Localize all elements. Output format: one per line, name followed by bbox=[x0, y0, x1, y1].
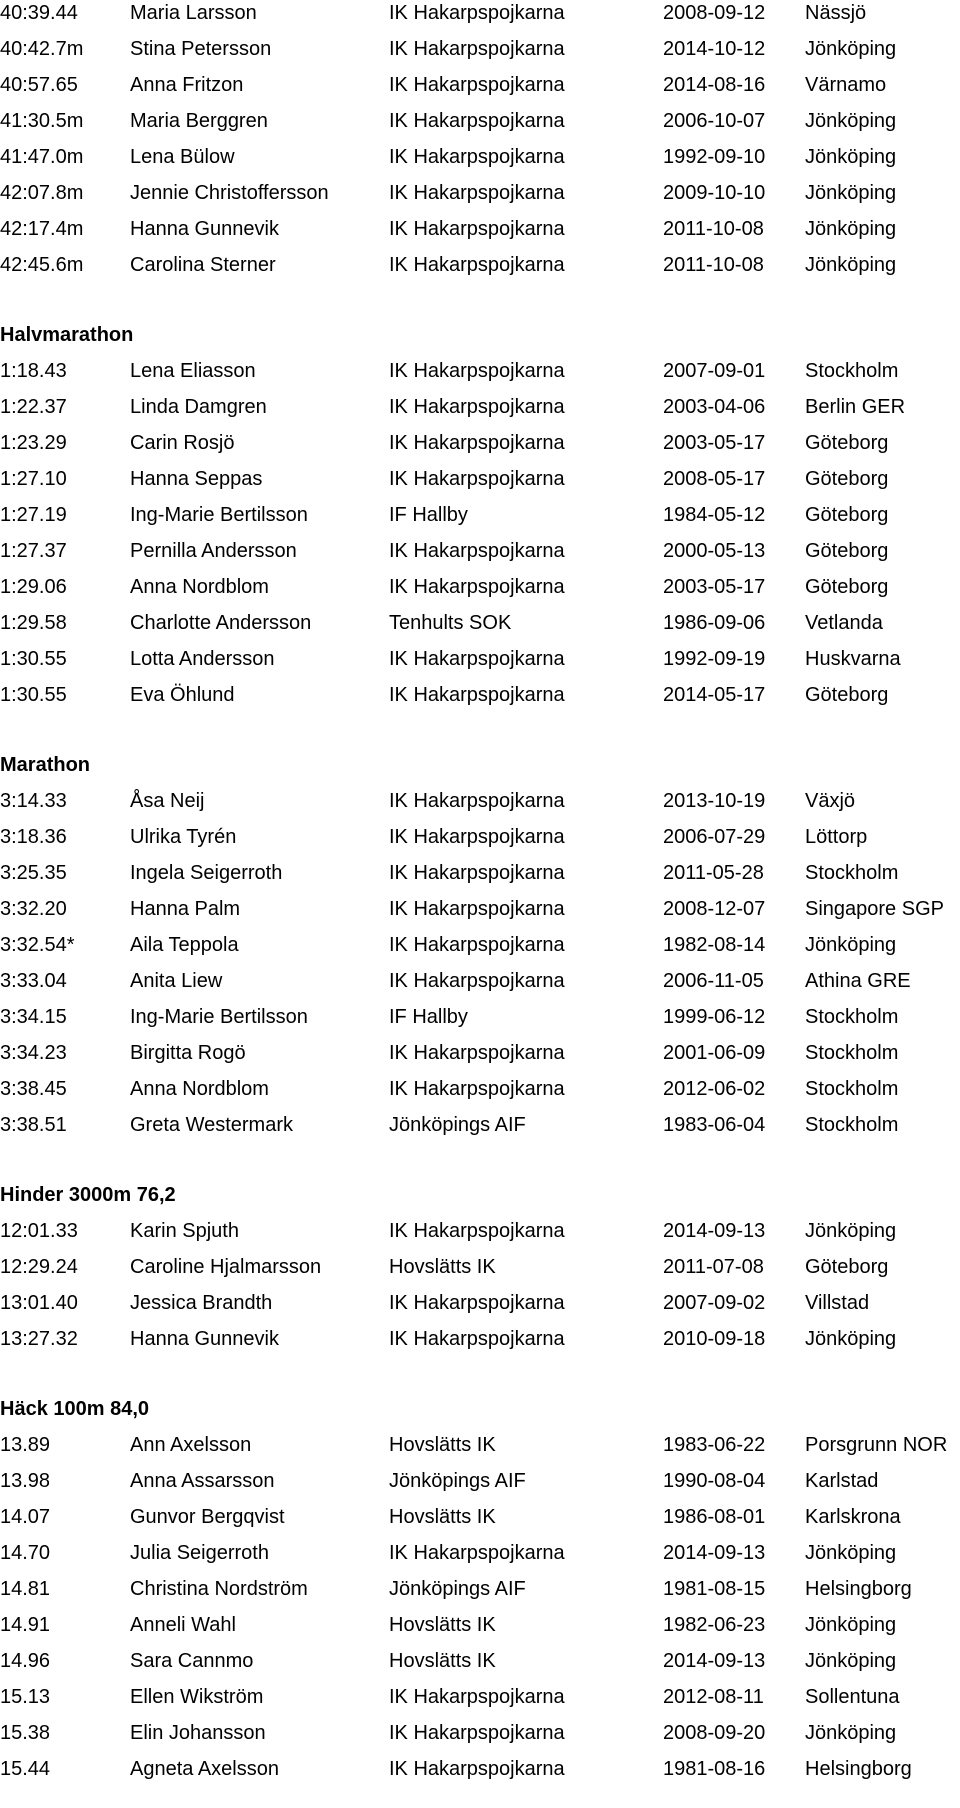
result-place: Singapore SGP bbox=[805, 898, 944, 920]
result-place: Göteborg bbox=[805, 468, 889, 490]
result-place: Athina GRE bbox=[805, 970, 911, 992]
result-time: 1:29.58 bbox=[0, 612, 67, 634]
result-date: 2011-07-08 bbox=[663, 1256, 764, 1278]
result-name: Pernilla Andersson bbox=[130, 540, 297, 562]
result-club: IK Hakarpspojkarna bbox=[389, 934, 565, 956]
result-place: Göteborg bbox=[805, 432, 889, 454]
result-date: 1986-08-01 bbox=[663, 1506, 766, 1528]
event-section bbox=[0, 0, 960, 288]
result-time: 3:14.33 bbox=[0, 790, 67, 812]
result-club: IK Hakarpspojkarna bbox=[389, 110, 565, 132]
result-row bbox=[0, 896, 960, 932]
result-time: 3:38.51 bbox=[0, 1114, 67, 1136]
result-time: 1:27.10 bbox=[0, 468, 67, 490]
result-place: Göteborg bbox=[805, 576, 889, 598]
result-name: Birgitta Rogö bbox=[130, 1042, 246, 1064]
result-place: Stockholm bbox=[805, 360, 899, 382]
result-time: 3:32.54* bbox=[0, 934, 75, 956]
result-time: 13.89 bbox=[0, 1434, 51, 1456]
result-date: 1999-06-12 bbox=[663, 1006, 766, 1028]
result-club: IK Hakarpspojkarna bbox=[389, 648, 565, 670]
result-time: 1:18.43 bbox=[0, 360, 67, 382]
result-club: IK Hakarpspojkarna bbox=[389, 898, 565, 920]
result-club: Hovslätts IK bbox=[389, 1650, 496, 1672]
result-row bbox=[0, 824, 960, 860]
result-time: 14.70 bbox=[0, 1542, 51, 1564]
result-place: Sollentuna bbox=[805, 1686, 900, 1708]
result-date: 2014-05-17 bbox=[663, 684, 766, 706]
section-heading-row bbox=[0, 1396, 960, 1432]
result-place: Stockholm bbox=[805, 1042, 899, 1064]
result-time: 15.44 bbox=[0, 1758, 51, 1780]
result-row bbox=[0, 538, 960, 574]
result-club: Jönköpings AIF bbox=[389, 1114, 526, 1136]
section-heading-row bbox=[0, 752, 960, 788]
result-name: Ann Axelsson bbox=[130, 1434, 252, 1456]
result-row bbox=[0, 1576, 960, 1612]
result-row bbox=[0, 646, 960, 682]
result-name: Christina Nordström bbox=[130, 1578, 308, 1600]
result-date: 2006-11-05 bbox=[663, 970, 764, 992]
result-date: 2003-05-17 bbox=[663, 576, 766, 598]
result-club: IK Hakarpspojkarna bbox=[389, 182, 565, 204]
result-club: IK Hakarpspojkarna bbox=[389, 1686, 565, 1708]
result-place: Göteborg bbox=[805, 684, 889, 706]
result-time: 1:27.19 bbox=[0, 504, 67, 526]
result-row bbox=[0, 1504, 960, 1540]
result-name: Ulrika Tyrén bbox=[130, 826, 237, 848]
result-date: 1986-09-06 bbox=[663, 612, 766, 634]
result-row bbox=[0, 144, 960, 180]
result-date: 2011-10-08 bbox=[663, 254, 764, 276]
result-name: Carin Rosjö bbox=[130, 432, 235, 454]
result-club: IK Hakarpspojkarna bbox=[389, 862, 565, 884]
result-date: 2001-06-09 bbox=[663, 1042, 766, 1064]
result-place: Jönköping bbox=[805, 1722, 897, 1744]
result-time: 3:18.36 bbox=[0, 826, 67, 848]
result-place: Jönköping bbox=[805, 182, 897, 204]
result-date: 2014-09-13 bbox=[663, 1542, 766, 1564]
result-name: Hanna Palm bbox=[130, 898, 241, 920]
event-section bbox=[0, 288, 960, 718]
result-name: Ellen Wikström bbox=[130, 1686, 264, 1708]
section-heading: Hinder 3000m 76,2 bbox=[0, 1184, 176, 1206]
result-place: Jönköping bbox=[805, 254, 897, 276]
result-name: Agneta Axelsson bbox=[130, 1758, 279, 1780]
result-place: Värnamo bbox=[805, 74, 887, 96]
result-date: 2003-04-06 bbox=[663, 396, 766, 418]
result-row bbox=[0, 180, 960, 216]
result-place: Stockholm bbox=[805, 862, 899, 884]
result-date: 1982-06-23 bbox=[663, 1614, 766, 1636]
result-date: 2014-10-12 bbox=[663, 38, 766, 60]
result-row bbox=[0, 430, 960, 466]
result-name: Jennie Christoffersson bbox=[130, 182, 329, 204]
result-time: 3:25.35 bbox=[0, 862, 67, 884]
result-row bbox=[0, 1468, 960, 1504]
section-spacer bbox=[0, 1362, 960, 1396]
result-row bbox=[0, 1612, 960, 1648]
result-time: 3:34.15 bbox=[0, 1006, 67, 1028]
result-place: Jönköping bbox=[805, 1542, 897, 1564]
result-time: 1:29.06 bbox=[0, 576, 67, 598]
result-place: Berlin GER bbox=[805, 396, 906, 418]
result-row bbox=[0, 1648, 960, 1684]
result-time: 1:23.29 bbox=[0, 432, 67, 454]
result-club: IK Hakarpspojkarna bbox=[389, 146, 565, 168]
result-club: IK Hakarpspojkarna bbox=[389, 970, 565, 992]
result-time: 14.91 bbox=[0, 1614, 51, 1636]
result-row bbox=[0, 682, 960, 718]
result-date: 1992-09-19 bbox=[663, 648, 766, 670]
result-club: IK Hakarpspojkarna bbox=[389, 218, 565, 240]
result-name: Caroline Hjalmarsson bbox=[130, 1256, 322, 1278]
result-date: 1981-08-16 bbox=[663, 1758, 766, 1780]
result-row bbox=[0, 1112, 960, 1148]
result-row bbox=[0, 466, 960, 502]
result-row bbox=[0, 1540, 960, 1576]
result-name: Anna Fritzon bbox=[130, 74, 244, 96]
result-club: IK Hakarpspojkarna bbox=[389, 396, 565, 418]
result-row bbox=[0, 1432, 960, 1468]
result-club: Hovslätts IK bbox=[389, 1614, 496, 1636]
result-place: Huskvarna bbox=[805, 648, 901, 670]
result-club: IK Hakarpspojkarna bbox=[389, 1078, 565, 1100]
result-date: 2008-09-20 bbox=[663, 1722, 766, 1744]
event-section bbox=[0, 1148, 960, 1362]
result-time: 40:39.44 bbox=[0, 2, 78, 24]
result-time: 40:42.7m bbox=[0, 38, 84, 60]
result-date: 2006-07-29 bbox=[663, 826, 766, 848]
result-name: Lotta Andersson bbox=[130, 648, 275, 670]
result-row bbox=[0, 36, 960, 72]
result-time: 1:22.37 bbox=[0, 396, 67, 418]
section-heading-row bbox=[0, 322, 960, 358]
result-club: IK Hakarpspojkarna bbox=[389, 684, 565, 706]
result-date: 2011-10-08 bbox=[663, 218, 764, 240]
result-place: Helsingborg bbox=[805, 1578, 912, 1600]
result-club: IK Hakarpspojkarna bbox=[389, 1758, 565, 1780]
result-name: Stina Petersson bbox=[130, 38, 272, 60]
result-club: IK Hakarpspojkarna bbox=[389, 1042, 565, 1064]
result-time: 41:47.0m bbox=[0, 146, 84, 168]
result-time: 41:30.5m bbox=[0, 110, 84, 132]
result-time: 13:27.32 bbox=[0, 1328, 78, 1350]
event-section bbox=[0, 718, 960, 1148]
result-row bbox=[0, 574, 960, 610]
result-time: 14.96 bbox=[0, 1650, 51, 1672]
result-date: 2014-09-13 bbox=[663, 1650, 766, 1672]
result-date: 2008-09-12 bbox=[663, 2, 766, 24]
result-club: IK Hakarpspojkarna bbox=[389, 540, 565, 562]
result-date: 2013-10-19 bbox=[663, 790, 766, 812]
result-date: 2012-08-11 bbox=[663, 1686, 764, 1708]
result-row bbox=[0, 1756, 960, 1792]
result-name: Anna Nordblom bbox=[130, 576, 269, 598]
result-row bbox=[0, 216, 960, 252]
result-row bbox=[0, 1040, 960, 1076]
result-row bbox=[0, 610, 960, 646]
result-name: Aila Teppola bbox=[130, 934, 239, 956]
result-name: Ingela Seigerroth bbox=[130, 862, 283, 884]
result-row bbox=[0, 788, 960, 824]
result-place: Karlskrona bbox=[805, 1506, 901, 1528]
result-club: IK Hakarpspojkarna bbox=[389, 1542, 565, 1564]
result-name: Maria Berggren bbox=[130, 110, 268, 132]
result-place: Jönköping bbox=[805, 1220, 897, 1242]
result-name: Julia Seigerroth bbox=[130, 1542, 269, 1564]
result-place: Porsgrunn NOR bbox=[805, 1434, 948, 1456]
result-time: 14.07 bbox=[0, 1506, 51, 1528]
result-date: 2011-05-28 bbox=[663, 862, 764, 884]
result-name: Hanna Gunnevik bbox=[130, 1328, 279, 1350]
result-row bbox=[0, 968, 960, 1004]
result-date: 1983-06-04 bbox=[663, 1114, 766, 1136]
result-name: Karin Spjuth bbox=[130, 1220, 239, 1242]
result-name: Hanna Seppas bbox=[130, 468, 263, 490]
result-club: Hovslätts IK bbox=[389, 1256, 496, 1278]
result-club: IK Hakarpspojkarna bbox=[389, 432, 565, 454]
result-name: Åsa Neij bbox=[130, 790, 205, 812]
result-place: Jönköping bbox=[805, 110, 897, 132]
result-club: IK Hakarpspojkarna bbox=[389, 1328, 565, 1350]
result-name: Ing-Marie Bertilsson bbox=[130, 1006, 308, 1028]
section-spacer bbox=[0, 1148, 960, 1182]
result-date: 2008-05-17 bbox=[663, 468, 766, 490]
result-date: 1990-08-04 bbox=[663, 1470, 766, 1492]
result-name: Carolina Sterner bbox=[130, 254, 276, 276]
result-date: 1984-05-12 bbox=[663, 504, 766, 526]
result-name: Lena Eliasson bbox=[130, 360, 256, 382]
result-place: Jönköping bbox=[805, 38, 897, 60]
section-heading: Marathon bbox=[0, 754, 90, 776]
result-date: 1981-08-15 bbox=[663, 1578, 766, 1600]
result-time: 1:30.55 bbox=[0, 648, 67, 670]
result-row bbox=[0, 1684, 960, 1720]
result-place: Löttorp bbox=[805, 826, 868, 848]
result-club: IF Hallby bbox=[389, 1006, 468, 1028]
result-row bbox=[0, 1720, 960, 1756]
result-row bbox=[0, 932, 960, 968]
section-heading-row bbox=[0, 1182, 960, 1218]
result-name: Anna Nordblom bbox=[130, 1078, 269, 1100]
section-spacer bbox=[0, 718, 960, 752]
result-date: 2000-05-13 bbox=[663, 540, 766, 562]
result-club: IK Hakarpspojkarna bbox=[389, 2, 565, 24]
result-date: 1982-08-14 bbox=[663, 934, 766, 956]
result-club: IK Hakarpspojkarna bbox=[389, 1220, 565, 1242]
result-time: 15.13 bbox=[0, 1686, 51, 1708]
result-name: Anna Assarsson bbox=[130, 1470, 275, 1492]
result-place: Göteborg bbox=[805, 1256, 889, 1278]
result-place: Stockholm bbox=[805, 1078, 899, 1100]
result-row bbox=[0, 358, 960, 394]
result-place: Göteborg bbox=[805, 504, 889, 526]
result-date: 2008-12-07 bbox=[663, 898, 766, 920]
result-date: 1992-09-10 bbox=[663, 146, 766, 168]
result-place: Göteborg bbox=[805, 540, 889, 562]
result-date: 2014-09-13 bbox=[663, 1220, 766, 1242]
result-club: IK Hakarpspojkarna bbox=[389, 826, 565, 848]
result-row bbox=[0, 1290, 960, 1326]
result-row bbox=[0, 394, 960, 430]
result-name: Jessica Brandth bbox=[130, 1292, 273, 1314]
result-row bbox=[0, 502, 960, 538]
result-time: 42:07.8m bbox=[0, 182, 84, 204]
result-row bbox=[0, 1004, 960, 1040]
result-time: 42:17.4m bbox=[0, 218, 84, 240]
result-place: Jönköping bbox=[805, 1328, 897, 1350]
result-name: Anita Liew bbox=[130, 970, 223, 992]
result-place: Stockholm bbox=[805, 1114, 899, 1136]
result-time: 1:30.55 bbox=[0, 684, 67, 706]
result-name: Anneli Wahl bbox=[130, 1614, 236, 1636]
result-place: Helsingborg bbox=[805, 1758, 912, 1780]
result-time: 12:01.33 bbox=[0, 1220, 78, 1242]
result-row bbox=[0, 860, 960, 896]
result-club: IK Hakarpspojkarna bbox=[389, 790, 565, 812]
result-time: 40:57.65 bbox=[0, 74, 78, 96]
result-club: Hovslätts IK bbox=[389, 1506, 496, 1528]
result-name: Gunvor Bergqvist bbox=[130, 1506, 285, 1528]
result-name: Linda Damgren bbox=[130, 396, 267, 418]
result-place: Jönköping bbox=[805, 218, 897, 240]
result-time: 14.81 bbox=[0, 1578, 51, 1600]
result-time: 13:01.40 bbox=[0, 1292, 78, 1314]
result-row bbox=[0, 108, 960, 144]
result-date: 2014-08-16 bbox=[663, 74, 766, 96]
result-time: 12:29.24 bbox=[0, 1256, 78, 1278]
result-row bbox=[0, 1254, 960, 1290]
result-club: IK Hakarpspojkarna bbox=[389, 1292, 565, 1314]
result-club: IK Hakarpspojkarna bbox=[389, 74, 565, 96]
result-place: Nässjö bbox=[805, 2, 867, 24]
result-club: IK Hakarpspojkarna bbox=[389, 1722, 565, 1744]
result-club: IK Hakarpspojkarna bbox=[389, 38, 565, 60]
section-heading: Halvmarathon bbox=[0, 324, 134, 346]
result-date: 2003-05-17 bbox=[663, 432, 766, 454]
result-date: 2010-09-18 bbox=[663, 1328, 766, 1350]
result-name: Ing-Marie Bertilsson bbox=[130, 504, 308, 526]
section-spacer bbox=[0, 288, 960, 322]
result-time: 3:38.45 bbox=[0, 1078, 67, 1100]
result-name: Maria Larsson bbox=[130, 2, 257, 24]
result-name: Sara Cannmo bbox=[130, 1650, 254, 1672]
result-name: Greta Westermark bbox=[130, 1114, 293, 1136]
result-date: 1983-06-22 bbox=[663, 1434, 766, 1456]
result-row bbox=[0, 1326, 960, 1362]
result-time: 13.98 bbox=[0, 1470, 51, 1492]
result-time: 1:27.37 bbox=[0, 540, 67, 562]
result-place: Jönköping bbox=[805, 1650, 897, 1672]
result-name: Lena Bülow bbox=[130, 146, 235, 168]
result-time: 3:33.04 bbox=[0, 970, 67, 992]
result-place: Växjö bbox=[805, 790, 856, 812]
result-place: Stockholm bbox=[805, 1006, 899, 1028]
result-club: Jönköpings AIF bbox=[389, 1470, 526, 1492]
result-place: Jönköping bbox=[805, 1614, 897, 1636]
result-row bbox=[0, 1076, 960, 1112]
result-date: 2007-09-01 bbox=[663, 360, 766, 382]
event-section bbox=[0, 1362, 960, 1792]
result-time: 3:34.23 bbox=[0, 1042, 67, 1064]
result-name: Elin Johansson bbox=[130, 1722, 266, 1744]
result-club: IK Hakarpspojkarna bbox=[389, 468, 565, 490]
result-date: 2009-10-10 bbox=[663, 182, 766, 204]
result-time: 15.38 bbox=[0, 1722, 51, 1744]
result-club: IF Hallby bbox=[389, 504, 468, 526]
result-place: Jönköping bbox=[805, 146, 897, 168]
result-name: Charlotte Andersson bbox=[130, 612, 312, 634]
result-place: Villstad bbox=[805, 1292, 870, 1314]
result-place: Jönköping bbox=[805, 934, 897, 956]
section-heading: Häck 100m 84,0 bbox=[0, 1398, 150, 1420]
result-row bbox=[0, 0, 960, 36]
result-club: IK Hakarpspojkarna bbox=[389, 576, 565, 598]
result-row bbox=[0, 1218, 960, 1254]
result-row bbox=[0, 252, 960, 288]
result-name: Eva Öhlund bbox=[130, 684, 235, 706]
result-time: 3:32.20 bbox=[0, 898, 67, 920]
result-name: Hanna Gunnevik bbox=[130, 218, 279, 240]
result-time: 42:45.6m bbox=[0, 254, 84, 276]
result-date: 2012-06-02 bbox=[663, 1078, 766, 1100]
result-place: Vetlanda bbox=[805, 612, 883, 634]
result-date: 2007-09-02 bbox=[663, 1292, 766, 1314]
result-club: IK Hakarpspojkarna bbox=[389, 254, 565, 276]
result-club: Hovslätts IK bbox=[389, 1434, 496, 1456]
result-club: Tenhults SOK bbox=[389, 612, 512, 634]
result-place: Karlstad bbox=[805, 1470, 879, 1492]
result-club: IK Hakarpspojkarna bbox=[389, 360, 565, 382]
result-row bbox=[0, 72, 960, 108]
result-club: Jönköpings AIF bbox=[389, 1578, 526, 1600]
result-date: 2006-10-07 bbox=[663, 110, 766, 132]
